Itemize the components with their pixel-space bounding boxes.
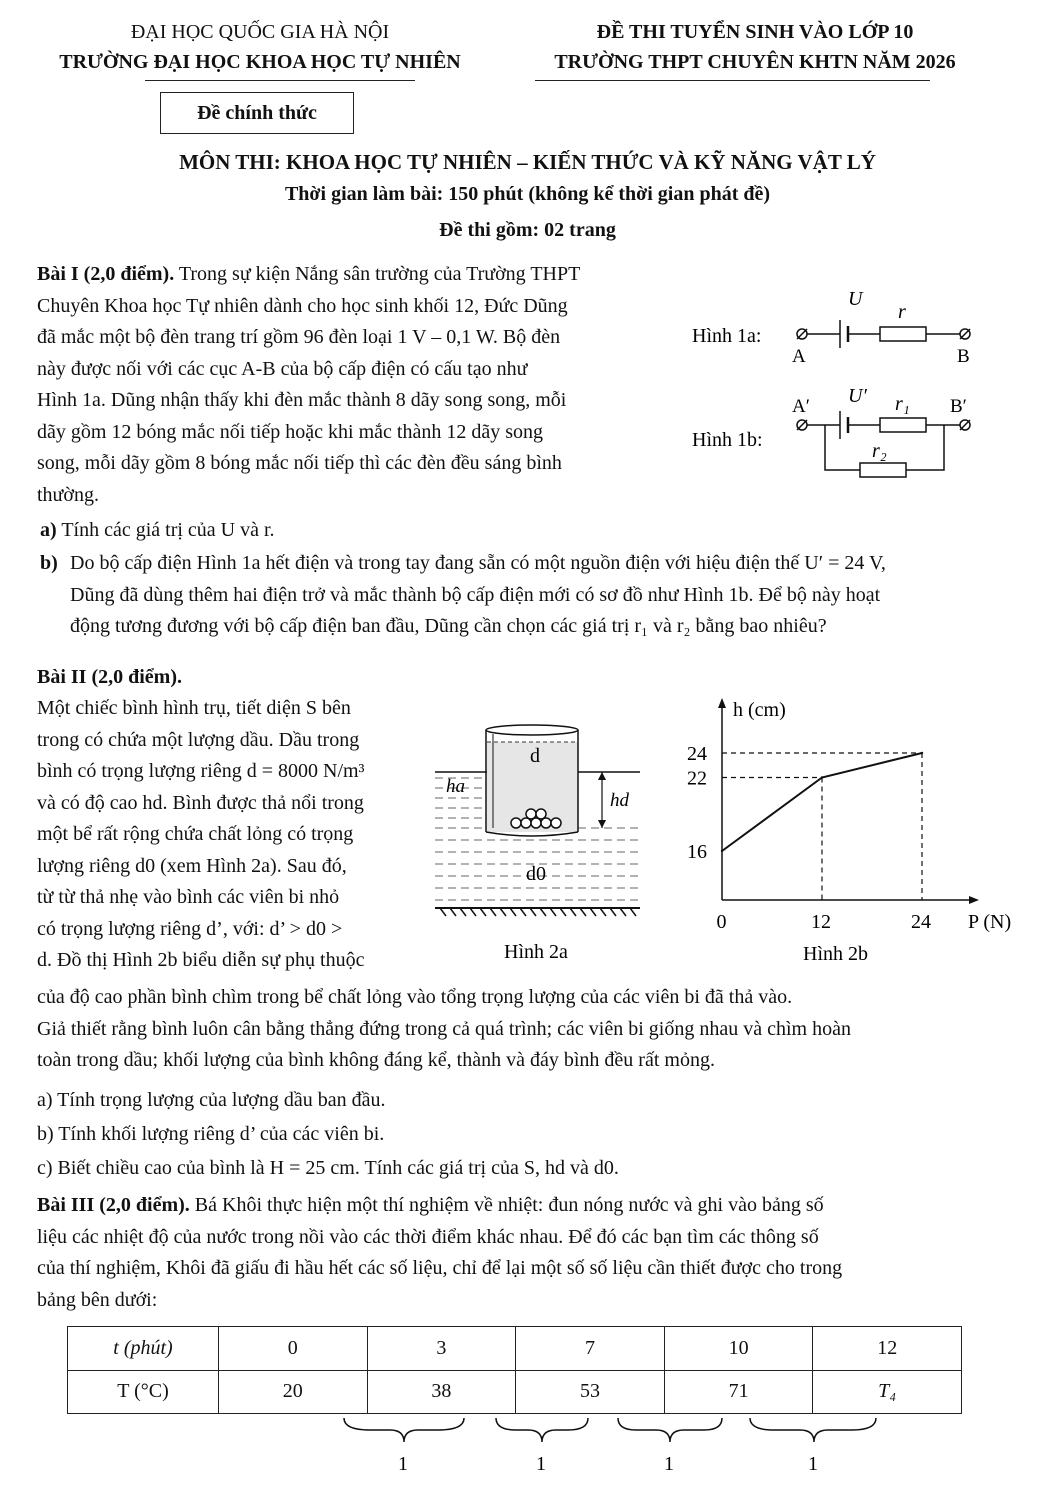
- figure-2b-chart: [675, 690, 1035, 970]
- table-cell: 12: [813, 1327, 962, 1371]
- table-cell: 0: [219, 1327, 368, 1371]
- table-cell: T₄: [813, 1370, 962, 1414]
- brace-label: 1: [808, 1453, 818, 1475]
- fig2a-caption: Hình 2a: [504, 941, 568, 963]
- table-cell: 53: [516, 1370, 665, 1414]
- bai1-b-line-3: động tương đương với bộ cấp điện ban đầu, Dũng cần chọn các giá trị r₁ và r₂ bằng bao nhiêu?: [70, 615, 827, 637]
- brace-4: [750, 1418, 876, 1442]
- bai1-line-4: này được nối với các cục A-B của bộ cấp điện có cấu tạo như: [37, 357, 528, 380]
- table-row: [68, 1327, 962, 1371]
- faculty-name: TRƯỜNG ĐẠI HỌC KHOA HỌC TỰ NHIÊN: [59, 51, 461, 73]
- bai1-question-b-label: b): [40, 552, 58, 574]
- bai3-text: [37, 1190, 1027, 1316]
- chart-y-tick-label: 16: [687, 841, 707, 863]
- figure-2a-floating-vessel: [430, 720, 645, 970]
- bai1-line-1: [37, 259, 677, 291]
- bai1-b-line-2: Dũng đã dùng thêm hai điện trở và mắc thành bộ cấp điện mới có sơ đồ như Hình 1b. Để bộ này hoạt: [70, 583, 881, 606]
- chart-y-label: h (cm): [733, 699, 786, 721]
- fig2a-label-ha: ha: [446, 776, 465, 797]
- fig1b-caption: Hình 1b:: [692, 429, 763, 451]
- brace-label: 1: [536, 1453, 546, 1475]
- bai1-text: [37, 259, 677, 511]
- bai2-question-a: a) Tính trọng lượng của lượng dầu ban đầu.: [37, 1089, 386, 1111]
- chart-y-axis-arrow: [718, 698, 726, 708]
- exam-time: Thời gian làm bài: 150 phút (không kể thời gian phát đề): [284, 183, 771, 205]
- table-row: [68, 1370, 962, 1414]
- table-header-temperature: T (°C): [68, 1370, 219, 1414]
- fig2a-label-d: d: [530, 745, 540, 767]
- bai1-line-7: song, mỗi dãy gồm 8 bóng mắc nối tiếp thì các đèn đều sáng bình: [37, 452, 562, 474]
- fig1b-label-b: B′: [950, 396, 967, 417]
- bai2-line-8: có trọng lượng riêng d’, với: d’ > d0 >: [37, 917, 343, 940]
- bai2-full-line-1: của độ cao phần bình chìm trong bể chất lỏng vào tổng trọng lượng của các viên bi đã thả vào.: [37, 986, 793, 1008]
- fig1a-label-a: A: [792, 346, 806, 367]
- fig2a-hd-arrow-top: [598, 772, 606, 780]
- bai3-line-2: liệu các nhiệt độ của nước trong nồi vào các thời điểm khác nhau. Để đó các bạn tìm các thông số: [37, 1225, 819, 1248]
- chart-point: [821, 776, 823, 778]
- exam-title: ĐỀ THI TUYỂN SINH VÀO LỚP 10: [596, 21, 914, 43]
- bai1-line-5: Hình 1a. Dũng nhận thấy khi đèn mắc thành 8 dãy song song, mỗi: [37, 389, 567, 411]
- fig1a-resistor-r: [880, 327, 926, 341]
- fig1b-resistor-r2: [860, 463, 906, 477]
- bai1-a-text: Tính các giá trị của U và r.: [61, 519, 275, 541]
- fig1b-label-r1: r₁: [895, 393, 910, 415]
- table-braces: [330, 1414, 890, 1484]
- bai1-question-a: [40, 515, 275, 547]
- fig1a-label-u: U: [848, 288, 863, 310]
- bai3-line-4: bảng bên dưới:: [37, 1288, 158, 1311]
- bai1-line-3: đã mắc một bộ đèn trang trí gồm 96 đèn loại 1 V – 0,1 W. Bộ đèn: [37, 326, 561, 348]
- fig1b-label-r2: r₂: [872, 440, 887, 462]
- bai3-line-3: của thí nghiệm, Khôi đã giấu đi hầu hết các số liệu, chỉ để lại một số số liệu cần thiết được cho trong: [37, 1257, 843, 1279]
- brace-label: 1: [398, 1453, 408, 1475]
- fig1b-label-a: A′: [792, 396, 810, 417]
- bai2-line-5: một bể rất rộng chứa chất lỏng có trọng: [37, 823, 354, 845]
- bai3-title: Bài III (2,0 điểm).: [37, 1194, 190, 1216]
- table-cell: 20: [219, 1370, 368, 1414]
- school-year: TRƯỜNG THPT CHUYÊN KHTN NĂM 2026: [554, 51, 956, 73]
- header-left-rule: [145, 80, 415, 81]
- bai3-line-1: [37, 1190, 1027, 1222]
- bai1-line-8: thường.: [37, 483, 99, 506]
- table-cell: 71: [664, 1370, 813, 1414]
- bai1-title: Bài I (2,0 điểm).: [37, 263, 175, 285]
- exam-subject: MÔN THI: KHOA HỌC TỰ NHIÊN – KIẾN THỨC VÀ KỸ NĂNG VẬT LÝ: [179, 150, 876, 174]
- fig1b-label-u: U′: [848, 385, 867, 407]
- bai2-text-left: [37, 693, 417, 977]
- bai2-question-c: c) Biết chiều cao của bình là H = 25 cm. Tính các giá trị của S, hd và d0.: [37, 1157, 619, 1179]
- fig1a-caption: Hình 1a:: [692, 325, 762, 347]
- bai1-b-line-1: Do bộ cấp điện Hình 1a hết điện và trong tay đang sẵn có một nguồn điện với hiệu điện thế U′ = 24 V,: [70, 552, 886, 574]
- bai2-line-3: bình có trọng lượng riêng d = 8000 N/m³: [37, 760, 365, 782]
- figure-1-circuits: [680, 280, 1010, 490]
- bai2-line-7: từ từ thả nhẹ vào bình các viên bi nhỏ: [37, 886, 340, 908]
- header-right-rule: [535, 80, 930, 81]
- fig2a-hd-arrow-bottom: [598, 820, 606, 828]
- table-cell: 38: [367, 1370, 516, 1414]
- brace-1: [344, 1418, 464, 1442]
- chart-x-axis-arrow: [969, 896, 979, 904]
- bai2-line-1: Một chiếc bình hình trụ, tiết diện S bên: [37, 697, 351, 719]
- table-header-time: t (phút): [68, 1327, 219, 1371]
- bai1-question-b: [70, 548, 1030, 643]
- fig2a-label-hd: hd: [610, 790, 629, 811]
- fig1b-wire-r2-branch: [825, 425, 860, 470]
- bai2-full-line-3: toàn trong dầu; khối lượng của bình không đáng kể, thành và đáy bình đều rất mỏng.: [37, 1049, 715, 1071]
- bai2-text-full: [37, 982, 1027, 1077]
- chart-point: [721, 850, 723, 852]
- table-cell: 7: [516, 1327, 665, 1371]
- chart-x-tick-label: 12: [811, 911, 831, 933]
- bai2-full-line-2: Giả thiết rằng bình luôn cân bằng thẳng đứng trong cả quá trình; các viên bi giống nhau và chìm hoàn: [37, 1017, 851, 1040]
- fig2a-oil-level-ext: [578, 742, 602, 772]
- fig1a-label-r: r: [898, 301, 906, 323]
- bai2-title: Bài II (2,0 điểm).: [37, 666, 182, 688]
- chart-x-tick-label: 0: [716, 911, 727, 933]
- chart-y-tick-label: 22: [687, 767, 707, 790]
- bai2-line-2: trong có chứa một lượng dầu. Dầu trong: [37, 728, 360, 751]
- bai2-line-9: d. Đồ thị Hình 2b biểu diễn sự phụ thuộc: [37, 949, 365, 971]
- table-cell: 10: [664, 1327, 813, 1371]
- fig2a-vessel-bottom: [486, 832, 578, 836]
- fig1a-label-b: B: [957, 346, 970, 367]
- chart-point: [921, 752, 923, 754]
- bai1-a-label: a): [40, 519, 57, 541]
- brace-2: [496, 1418, 588, 1442]
- chart-x-tick-label: 24: [911, 911, 931, 933]
- bai2-line-4: và có độ cao hd. Bình được thả nổi trong: [37, 791, 364, 814]
- temperature-table: [67, 1326, 962, 1414]
- university-name: ĐẠI HỌC QUỐC GIA HÀ NỘI: [130, 21, 390, 43]
- official-box: Đề chính thức: [160, 92, 354, 134]
- fig2a-label-d0: d0: [526, 863, 546, 885]
- bai2-question-b: b) Tính khối lượng riêng d’ của các viên bi.: [37, 1123, 385, 1145]
- bai2-line-6: lượng riêng d0 (xem Hình 2a). Sau đó,: [37, 854, 347, 877]
- chart-caption: Hình 2b: [803, 943, 868, 965]
- brace-3: [618, 1418, 722, 1442]
- exam-pages: Đề thi gồm: 02 trang: [439, 219, 616, 241]
- brace-label: 1: [664, 1453, 674, 1475]
- fig2a-ground-hatch: [440, 908, 636, 916]
- chart-x-label: P (N): [968, 911, 1012, 933]
- bai3-line-1-text: Bá Khôi thực hiện một thí nghiệm về nhiệt: đun nóng nước và ghi vào bảng số: [194, 1194, 824, 1216]
- fig1b-resistor-r1: [880, 418, 926, 432]
- table-cell: 3: [367, 1327, 516, 1371]
- chart-y-tick-label: 24: [687, 743, 707, 765]
- bai1-line-2: Chuyên Khoa học Tự nhiên dành cho học sinh khối 12, Đức Dũng: [37, 294, 568, 317]
- bai1-line-6: dãy gồm 12 bóng mắc nối tiếp hoặc khi mắc thành 12 dãy song: [37, 420, 544, 443]
- fig2a-vessel-top: [486, 725, 578, 735]
- bai1-line-1-text: Trong sự kiện Nắng sân trường của Trường THPT: [178, 263, 581, 285]
